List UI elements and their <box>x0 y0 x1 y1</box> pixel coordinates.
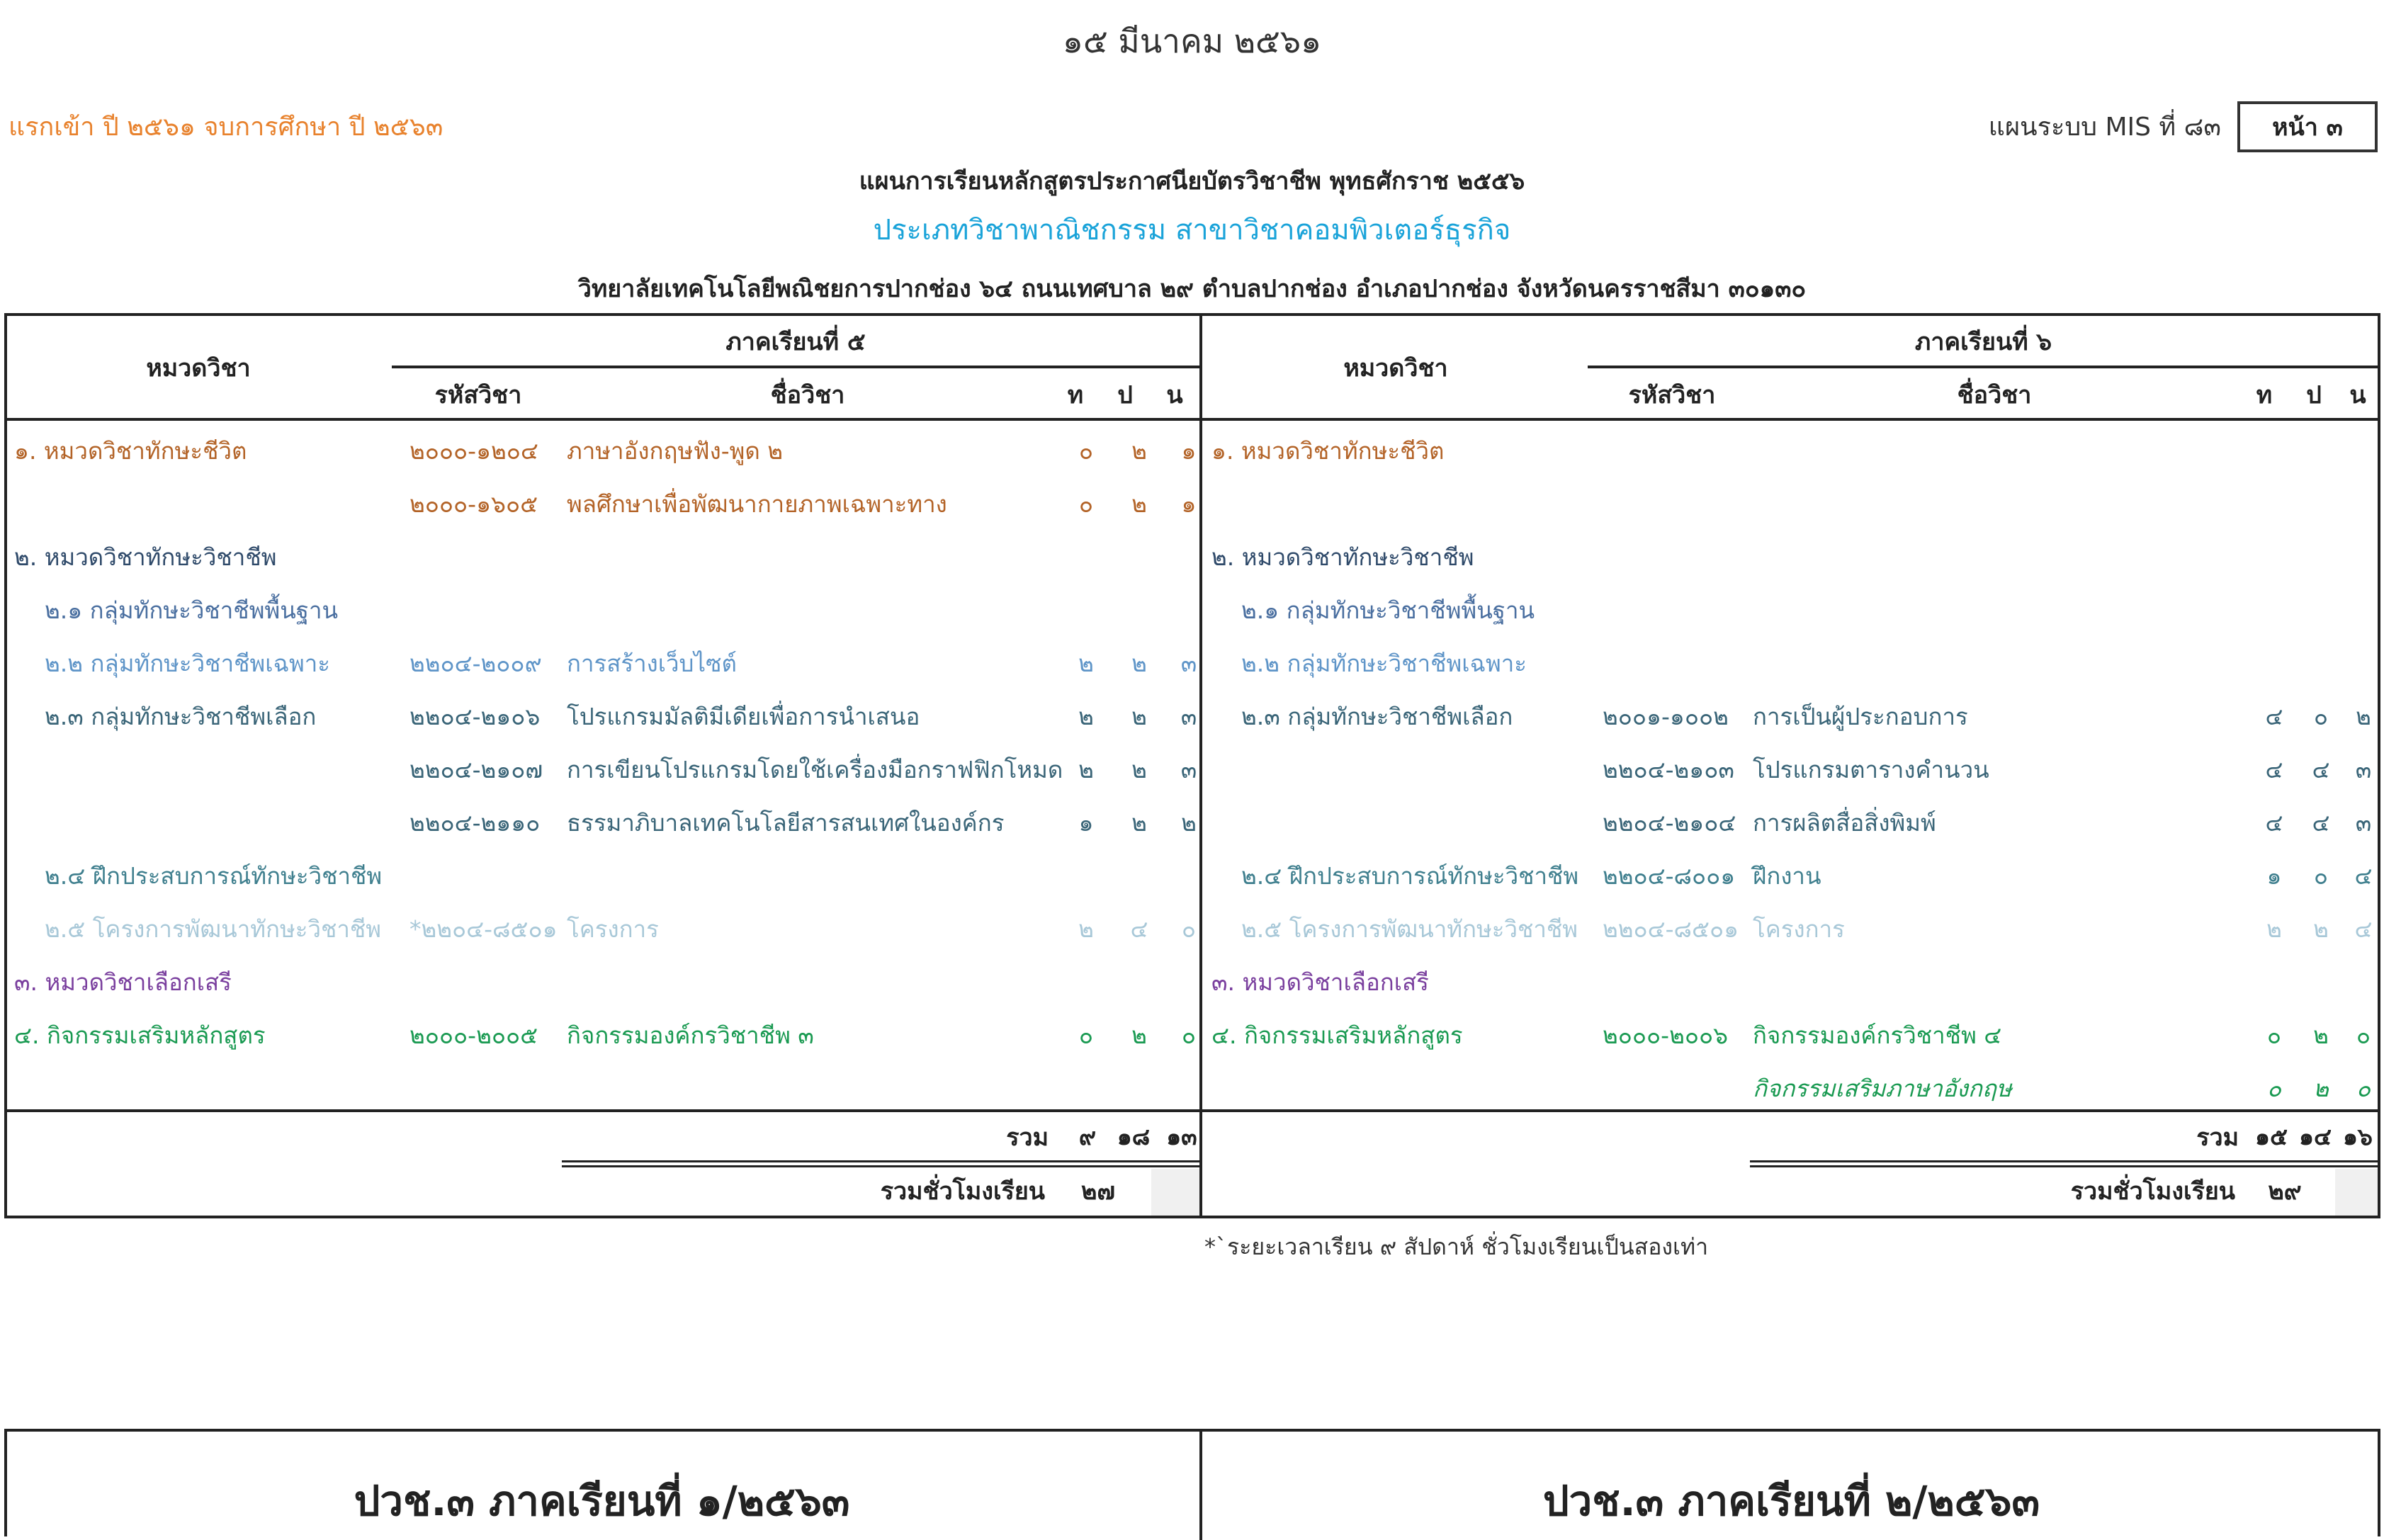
sem5-course-name-cell: กิจกรรมองค์กรวิชาชีพ ๓ <box>567 1021 814 1049</box>
sem6-t-header: ท <box>2256 381 2273 409</box>
sem5-category-cell: ๒. หมวดวิชาทักษะวิชาชีพ <box>14 543 277 571</box>
header-bottom-line <box>4 418 2380 421</box>
sem5-category-cell: ๒.๔ ฝึกประสบการณ์ทักษะวิชาชีพ <box>45 862 383 890</box>
sem5-course-name-cell: การเขียนโปรแกรมโดยใช้เครื่องมือกราฟฟิกโหมด <box>567 756 1063 783</box>
sem6-course-name-cell: กิจกรรมองค์กรวิชาชีพ ๔ <box>1753 1021 2002 1049</box>
curriculum-title: แผนการเรียนหลักสูตรประกาศนียบัตรวิชาชีพ พุทธศักราช ๒๕๕๖ <box>859 167 1525 196</box>
totals-top-line <box>4 1109 2380 1112</box>
sem6-credit-t-cell: ๔ <box>2265 756 2283 783</box>
sem5-course-name-cell: ธรรมาภิบาลเทคโนโลยีสารสนเทศในองค์กร <box>567 809 1005 837</box>
sem5-name-header: ชื่อวิชา <box>770 381 845 409</box>
sem6-category-cell: ๒.๓ กลุ่มทักษะวิชาชีพเลือก <box>1241 703 1513 730</box>
sem6-credit-p-cell: ๔ <box>2312 756 2330 783</box>
sem5-category-cell: ๒.๓ กลุ่มทักษะวิชาชีพเลือก <box>45 703 317 730</box>
sem6-credit-t-cell: ๒ <box>2266 915 2282 943</box>
sem6-category-cell: ๑. หมวดวิชาทักษะชีวิต <box>1211 437 1445 465</box>
sem6-course-code-cell: ๒๐๐๑-๑๐๐๒ <box>1603 703 1729 730</box>
sem5-course-code-cell: ๒๒๐๔-๒๑๐๗ <box>409 756 543 783</box>
sem6-total-n: ๑๖ <box>2343 1123 2373 1150</box>
sem6-credit-p-cell: ๒ <box>2313 1021 2329 1049</box>
sem6-credit-p-cell: ๔ <box>2312 809 2330 837</box>
sem5-credit-n-cell: ๑ <box>1181 490 1197 518</box>
sem6-credit-n-cell: ๐ <box>2356 1075 2371 1102</box>
sem5-course-name-cell: พลศึกษาเพื่อพัฒนากายภาพเฉพาะทาง <box>567 490 947 518</box>
sem5-credit-p-cell: ๒ <box>1131 703 1147 730</box>
sem5-course-name-cell: การสร้างเว็บไซต์ <box>567 650 737 677</box>
sem6-header-line <box>1588 366 2379 368</box>
sem6-category-cell: ๔. กิจกรรมเสริมหลักสูตร <box>1211 1021 1463 1049</box>
sem5-n-header: น <box>1166 381 1183 409</box>
sem5-course-name-cell: ภาษาอังกฤษฟัง-พูด ๒ <box>567 437 784 465</box>
sem6-course-name-cell: โครงการ <box>1753 915 1845 943</box>
sem5-credit-n-cell: ๓ <box>1180 756 1197 783</box>
sem5-hours-shade <box>1151 1169 1199 1216</box>
sem5-total-label: รวม <box>1006 1123 1049 1152</box>
sem6-credit-n-cell: ๔ <box>2354 915 2373 943</box>
sem5-category-cell: ๒.๑ กลุ่มทักษะวิชาชีพพื้นฐาน <box>45 596 339 624</box>
sem5-credit-n-cell: ๓ <box>1180 650 1197 677</box>
sem5-credit-n-cell: ๓ <box>1180 703 1197 730</box>
sem5-category-cell: ๓. หมวดวิชาเลือกเสรี <box>14 968 232 996</box>
sem5-credit-t-cell: ๒ <box>1078 756 1094 783</box>
sem5-total-hours: ๒๗ <box>1081 1177 1115 1206</box>
plan-number: แผนระบบ MIS ที่ ๘๓ <box>1988 113 2221 142</box>
sem5-credit-p-cell: ๔ <box>1130 915 1148 943</box>
sem6-credit-n-cell: ๐ <box>2356 1021 2371 1049</box>
sem6-category-cell: ๒.๑ กลุ่มทักษะวิชาชีพพื้นฐาน <box>1241 596 1535 624</box>
sem5-total-n: ๑๓ <box>1166 1123 1197 1150</box>
sem6-double-line <box>1750 1160 2379 1167</box>
sem5-credit-p-cell: ๒ <box>1131 1021 1147 1049</box>
sem6-course-code-cell: ๒๒๐๔-๒๑๐๔ <box>1603 809 1736 837</box>
sem5-course-code-cell: ๒๐๐๐-๑๒๐๔ <box>409 437 538 465</box>
sem5-credit-p-cell: ๒ <box>1131 809 1147 837</box>
sem6-hours-shade <box>2335 1169 2378 1216</box>
sem5-hours-label: รวมชั่วโมงเรียน <box>880 1177 1045 1206</box>
sem6-course-code-cell: ๒๐๐๐-๒๐๐๖ <box>1603 1021 1729 1049</box>
sem5-p-header: ป <box>1117 381 1133 409</box>
sem5-category-cell: ๒.๒ กลุ่มทักษะวิชาชีพเฉพาะ <box>45 650 331 677</box>
sem6-total-label: รวม <box>2196 1123 2239 1152</box>
sem5-credit-n-cell: ๐ <box>1181 1021 1197 1049</box>
sem5-credit-t-cell: ๑ <box>1078 809 1094 837</box>
sem5-credit-t-cell: ๐ <box>1078 437 1094 465</box>
sem6-credit-n-cell: ๔ <box>2354 862 2373 890</box>
sem6-credit-t-cell: ๐ <box>2266 1021 2282 1049</box>
sem6-category-cell: ๒.๕ โครงการพัฒนาทักษะวิชาชีพ <box>1241 915 1578 943</box>
sem5-category-header: หมวดวิชา <box>146 354 251 383</box>
sem5-category-cell: ๑. หมวดวิชาทักษะชีวิต <box>14 437 247 465</box>
sem6-credit-p-cell: ๒ <box>2313 915 2329 943</box>
sem5-credit-n-cell: ๑ <box>1181 437 1197 465</box>
sem5-course-name-cell: โปรแกรมมัลติมีเดียเพื่อการนำเสนอ <box>567 703 920 730</box>
sem5-credit-t-cell: ๒ <box>1078 915 1094 943</box>
sem5-code-header: รหัสวิชา <box>434 381 522 409</box>
sem6-credit-n-cell: ๓ <box>2355 809 2372 837</box>
sem6-course-name-cell: ฝึกงาน <box>1753 862 1821 890</box>
sem5-credit-t-cell: ๒ <box>1078 650 1094 677</box>
sem6-name-header: ชื่อวิชา <box>1957 381 2032 409</box>
sem6-credit-n-cell: ๒ <box>2356 703 2371 730</box>
sem6-category-cell: ๒.๒ กลุ่มทักษะวิชาชีพเฉพาะ <box>1241 650 1527 677</box>
page-number: หน้า ๓ <box>2272 113 2343 142</box>
sem5-course-code-cell: ๒๒๐๔-๒๐๐๙ <box>409 650 542 677</box>
sem6-category-cell: ๓. หมวดวิชาเลือกเสรี <box>1211 968 1429 996</box>
sem6-total-t: ๑๕ <box>2255 1123 2288 1150</box>
next-sem2-title: ปวช.๓ ภาคเรียนที่ ๒/๒๕๖๓ <box>1542 1477 2040 1525</box>
sem6-category-header: หมวดวิชา <box>1343 354 1448 383</box>
sem5-credit-p-cell: ๒ <box>1131 756 1147 783</box>
sem6-total-hours: ๒๙ <box>2268 1177 2302 1206</box>
footnote: *`ระยะเวลาเรียน ๙ สัปดาห์ ชั่วโมงเรียนเป็นสองเท่า <box>1204 1233 1709 1260</box>
sem5-course-code-cell: ๒๒๐๔-๒๑๑๐ <box>409 809 541 837</box>
sem5-category-cell: ๒.๕ โครงการพัฒนาทักษะวิชาชีพ <box>45 915 382 943</box>
sem5-t-header: ท <box>1067 381 1084 409</box>
sem5-course-code-cell: ๒๒๐๔-๒๑๐๖ <box>409 703 541 730</box>
sem6-credit-p-cell: ๐ <box>2313 703 2329 730</box>
sem5-credit-n-cell: ๒ <box>1181 809 1197 837</box>
sem5-course-code-cell: *๒๒๐๔-๘๕๐๑ <box>409 915 558 943</box>
sem5-credit-n-cell: ๐ <box>1181 915 1197 943</box>
college-address: วิทยาลัยเทคโนโลยีพณิชยการปากช่อง ๖๔ ถนนเทศบาล ๒๙ ตำบลปากช่อง อำเภอปากช่อง จังหวัดนครราชสีมา ๓๐๑๓๐ <box>577 275 1807 303</box>
sem6-credit-t-cell: ๔ <box>2265 809 2283 837</box>
page-number-box <box>2237 101 2378 152</box>
sem6-course-name-cell: โปรแกรมตารางคำนวน <box>1753 756 1989 783</box>
sem5-course-code-cell: ๒๐๐๐-๑๖๐๕ <box>409 490 538 518</box>
sem5-category-cell: ๔. กิจกรรมเสริมหลักสูตร <box>14 1021 266 1049</box>
sem6-hours-label: รวมชั่วโมงเรียน <box>2070 1177 2235 1206</box>
sem5-total-t: ๙ <box>1078 1123 1097 1150</box>
sem6-course-name-cell: กิจกรรมเสริมภาษาอังกฤษ <box>1753 1075 2012 1102</box>
sem6-course-code-cell: ๒๒๐๔-๒๑๐๓ <box>1603 756 1734 783</box>
sem5-credit-t-cell: ๒ <box>1078 703 1094 730</box>
sem6-credit-t-cell: ๔ <box>2265 703 2283 730</box>
sem6-course-name-cell: การเป็นผู้ประกอบการ <box>1753 703 1968 730</box>
sem6-credit-n-cell: ๓ <box>2355 756 2372 783</box>
sem5-total-p: ๑๘ <box>1117 1123 1151 1150</box>
sem5-credit-p-cell: ๒ <box>1131 490 1147 518</box>
sem6-credit-p-cell: ๐ <box>2313 862 2329 890</box>
sem5-credit-t-cell: ๐ <box>1078 490 1094 518</box>
sem6-course-name-cell: การผลิตสื่อสิ่งพิมพ์ <box>1753 809 1936 837</box>
sem6-credit-p-cell: ๒ <box>2313 1075 2329 1102</box>
sem5-credit-p-cell: ๒ <box>1131 437 1147 465</box>
next-sem1-title: ปวช.๓ ภาคเรียนที่ ๑/๒๕๖๓ <box>354 1477 850 1525</box>
sem6-n-header: น <box>2349 381 2366 409</box>
sem6-credit-t-cell: ๑ <box>2266 862 2282 890</box>
sem5-course-code-cell: ๒๐๐๐-๒๐๐๕ <box>409 1021 538 1049</box>
sem5-course-name-cell: โครงการ <box>567 915 659 943</box>
sem5-credit-t-cell: ๐ <box>1078 1021 1094 1049</box>
sem5-double-line <box>562 1160 1199 1167</box>
sem5-header: ภาคเรียนที่ ๕ <box>725 328 866 356</box>
document-date: ๑๕ มีนาคม ๒๕๖๑ <box>1062 22 1322 60</box>
sem6-header: ภาคเรียนที่ ๖ <box>1914 328 2052 356</box>
sem6-code-header: รหัสวิชา <box>1628 381 1716 409</box>
sem6-category-cell: ๒.๔ ฝึกประสบการณ์ทักษะวิชาชีพ <box>1241 862 1579 890</box>
sem6-credit-t-cell: ๐ <box>2266 1075 2282 1102</box>
program-title: ประเภทวิชาพาณิชกรรม สาขาวิชาคอมพิวเตอร์ธุรกิจ <box>873 214 1511 247</box>
sem5-credit-p-cell: ๒ <box>1131 650 1147 677</box>
sem6-category-cell: ๒. หมวดวิชาทักษะวิชาชีพ <box>1211 543 1474 571</box>
sem5-header-line <box>392 366 1199 368</box>
sem6-course-code-cell: ๒๒๐๔-๘๐๐๑ <box>1603 862 1736 890</box>
sem6-total-p: ๑๔ <box>2299 1123 2332 1150</box>
sem6-course-code-cell: ๒๒๐๔-๘๕๐๑ <box>1603 915 1739 943</box>
sem6-p-header: ป <box>2306 381 2322 409</box>
entry-year-info: แรกเข้า ปี ๒๕๖๑ จบการศึกษา ปี ๒๕๖๓ <box>9 113 444 142</box>
